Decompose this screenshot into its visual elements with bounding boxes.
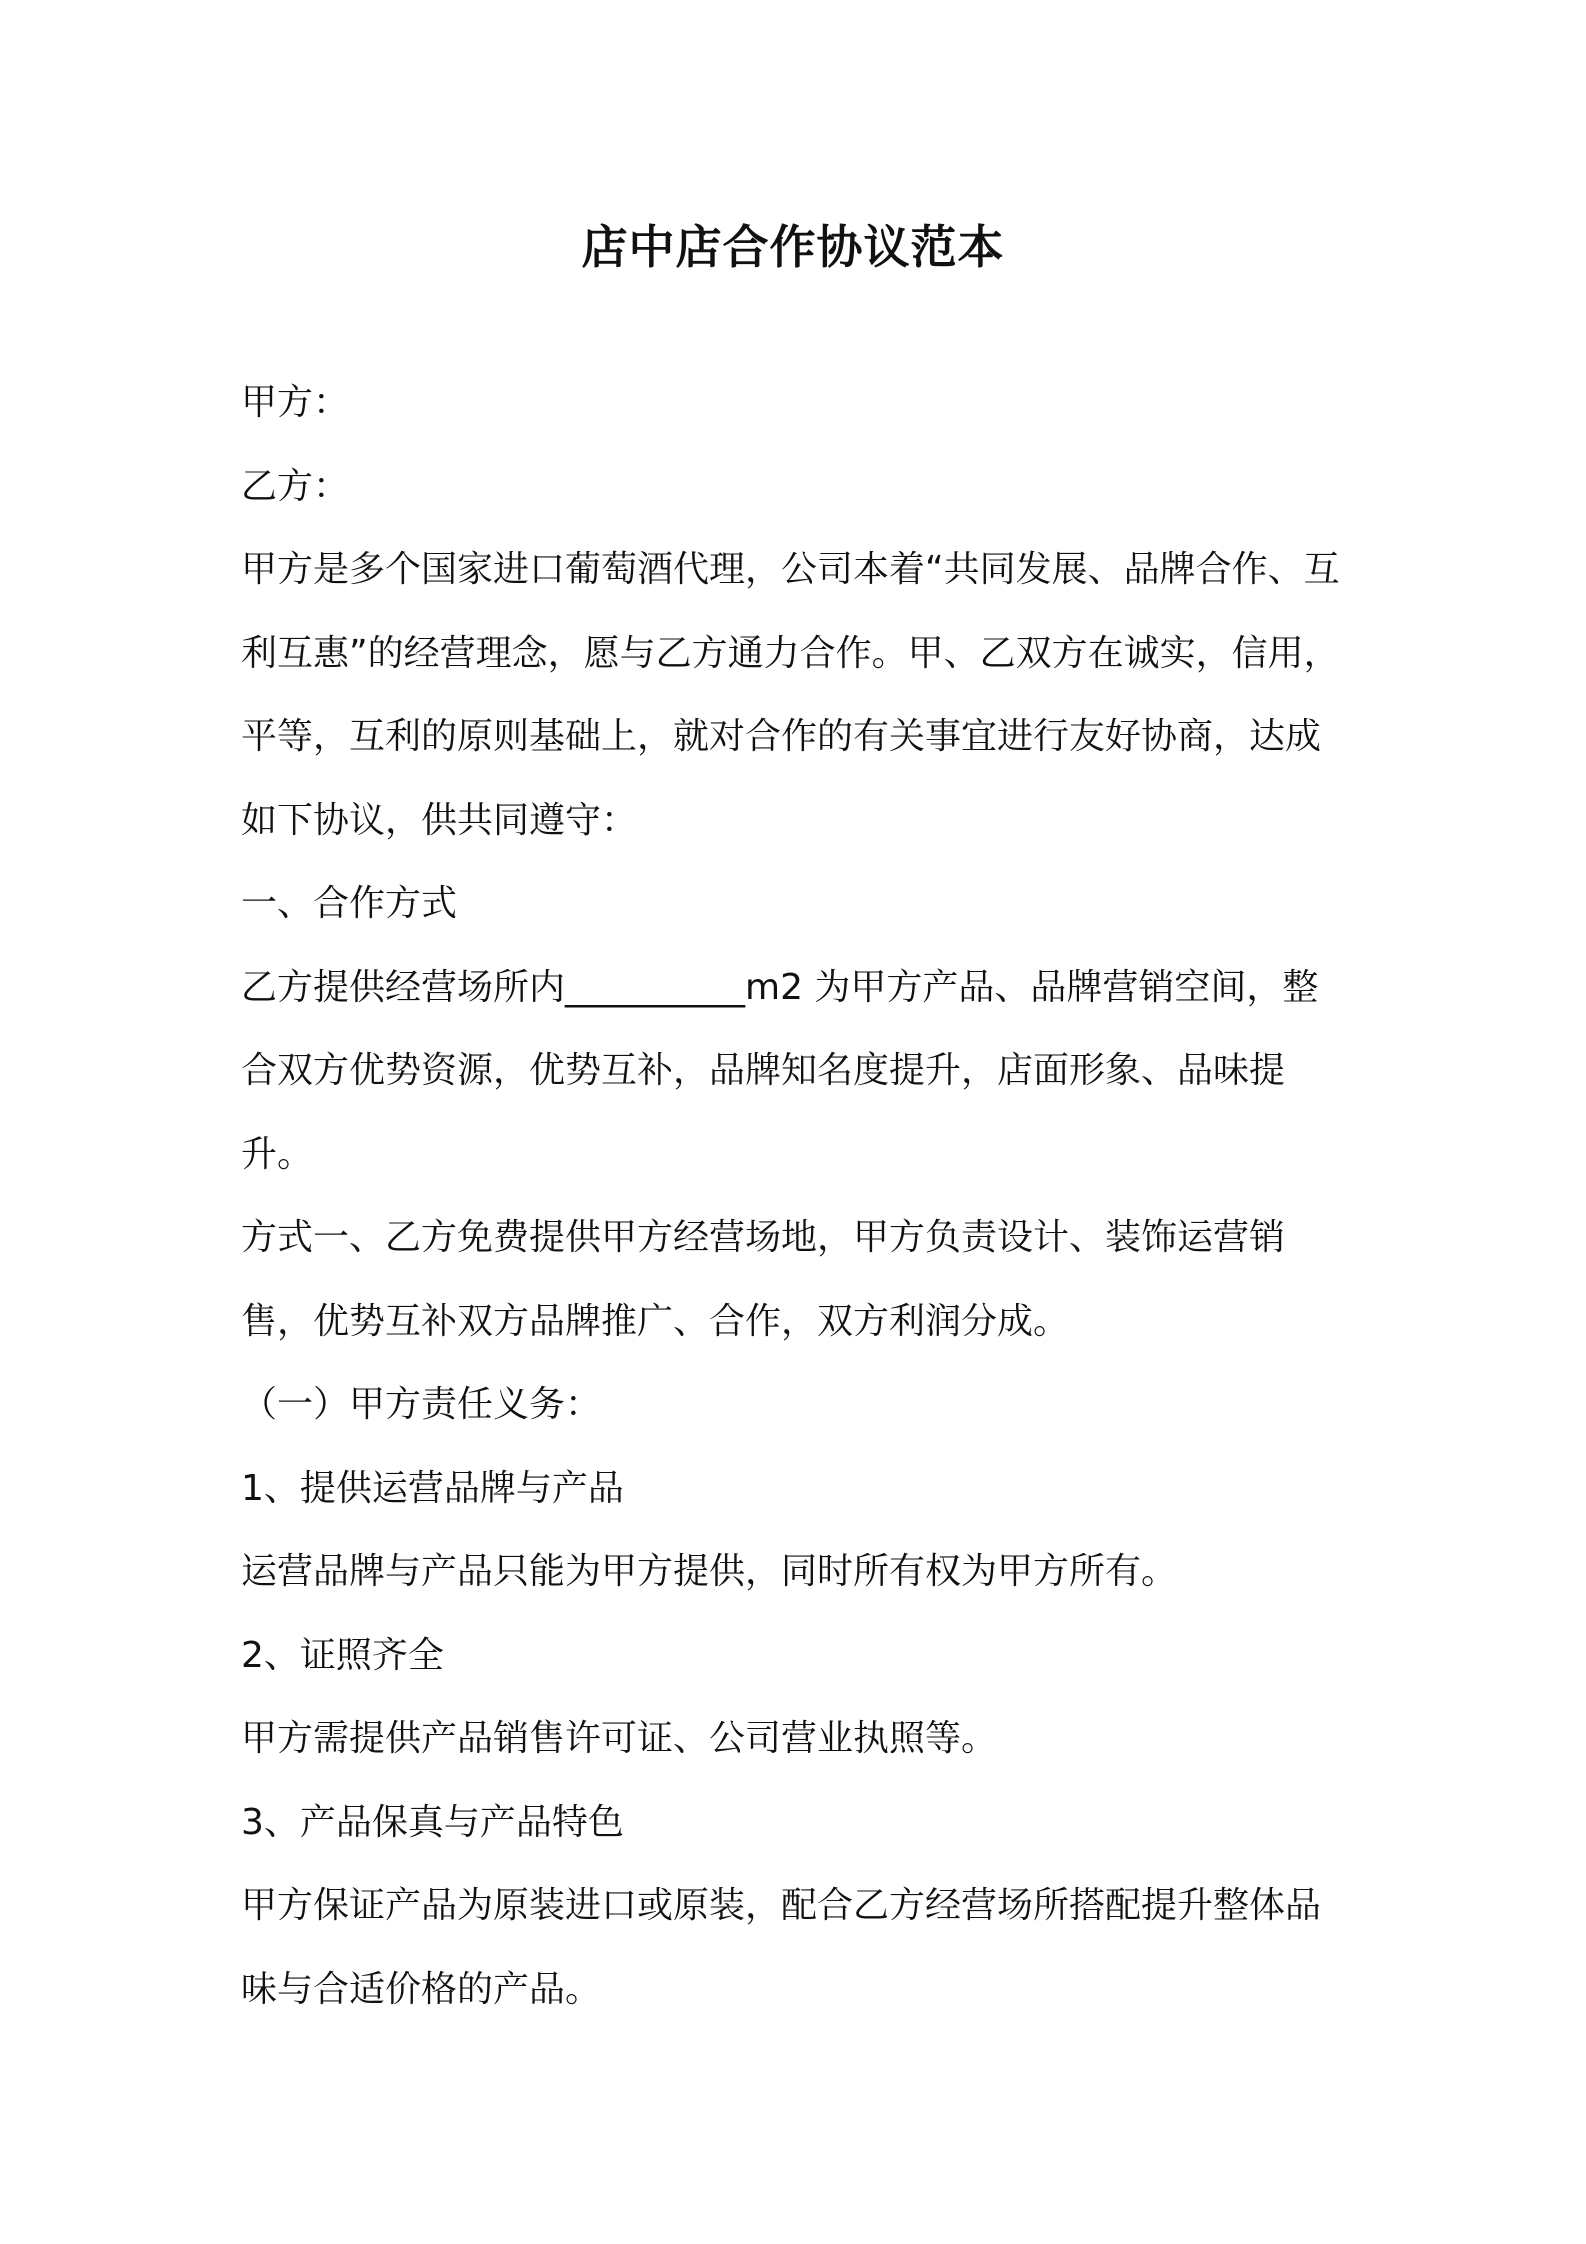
cooperation-paragraph: 乙方提供经营场所内__________m2 为甲方产品、品牌营销空间，整合双方优势资源，优势互补，品牌知名度提升，店面形象、品味提升。 xyxy=(241,966,1319,1175)
document-title: 店中店合作协议范本 xyxy=(581,220,1005,274)
intro-paragraph: 甲方是多个国家进口葡萄酒代理，公司本着“共同发展、品牌合作、互利互惠”的经营理念，愿与乙方通力合作。甲、乙双方在诚实，信用，平等，互利的原则基础上，就对合作的有关事宜进行友好协商，达成如下协议，供共同遵守： xyxy=(241,549,1340,841)
item-heading-3: 3、产品保真与产品特色 xyxy=(241,1801,624,1843)
item-text-3: 甲方保证产品为原装进口或原装，配合乙方经营场所搭配提升整体品味与合适价格的产品。 xyxy=(241,1885,1322,2010)
item-heading-2: 2、证照齐全 xyxy=(241,1634,444,1676)
party-a-line: 甲方： xyxy=(241,382,350,423)
method-one-paragraph: 方式一、乙方免费提供甲方经营场地，甲方负责设计、装饰运营销售，优势互补双方品牌推广、合作，双方利润分成。 xyxy=(241,1217,1286,1342)
section-heading-cooperation: 一、合作方式 xyxy=(241,883,458,924)
subsection-heading-party-a-duties: （一）甲方责任义务： xyxy=(241,1384,602,1425)
document-body xyxy=(241,361,1351,2031)
item-heading-1: 1、提供运营品牌与产品 xyxy=(241,1467,624,1509)
item-text-2: 甲方需提供产品销售许可证、公司营业执照等。 xyxy=(241,1718,998,1759)
party-b-line: 乙方： xyxy=(241,465,350,507)
item-text-1: 运营品牌与产品只能为甲方提供，同时所有权为甲方所有。 xyxy=(241,1551,1178,1592)
